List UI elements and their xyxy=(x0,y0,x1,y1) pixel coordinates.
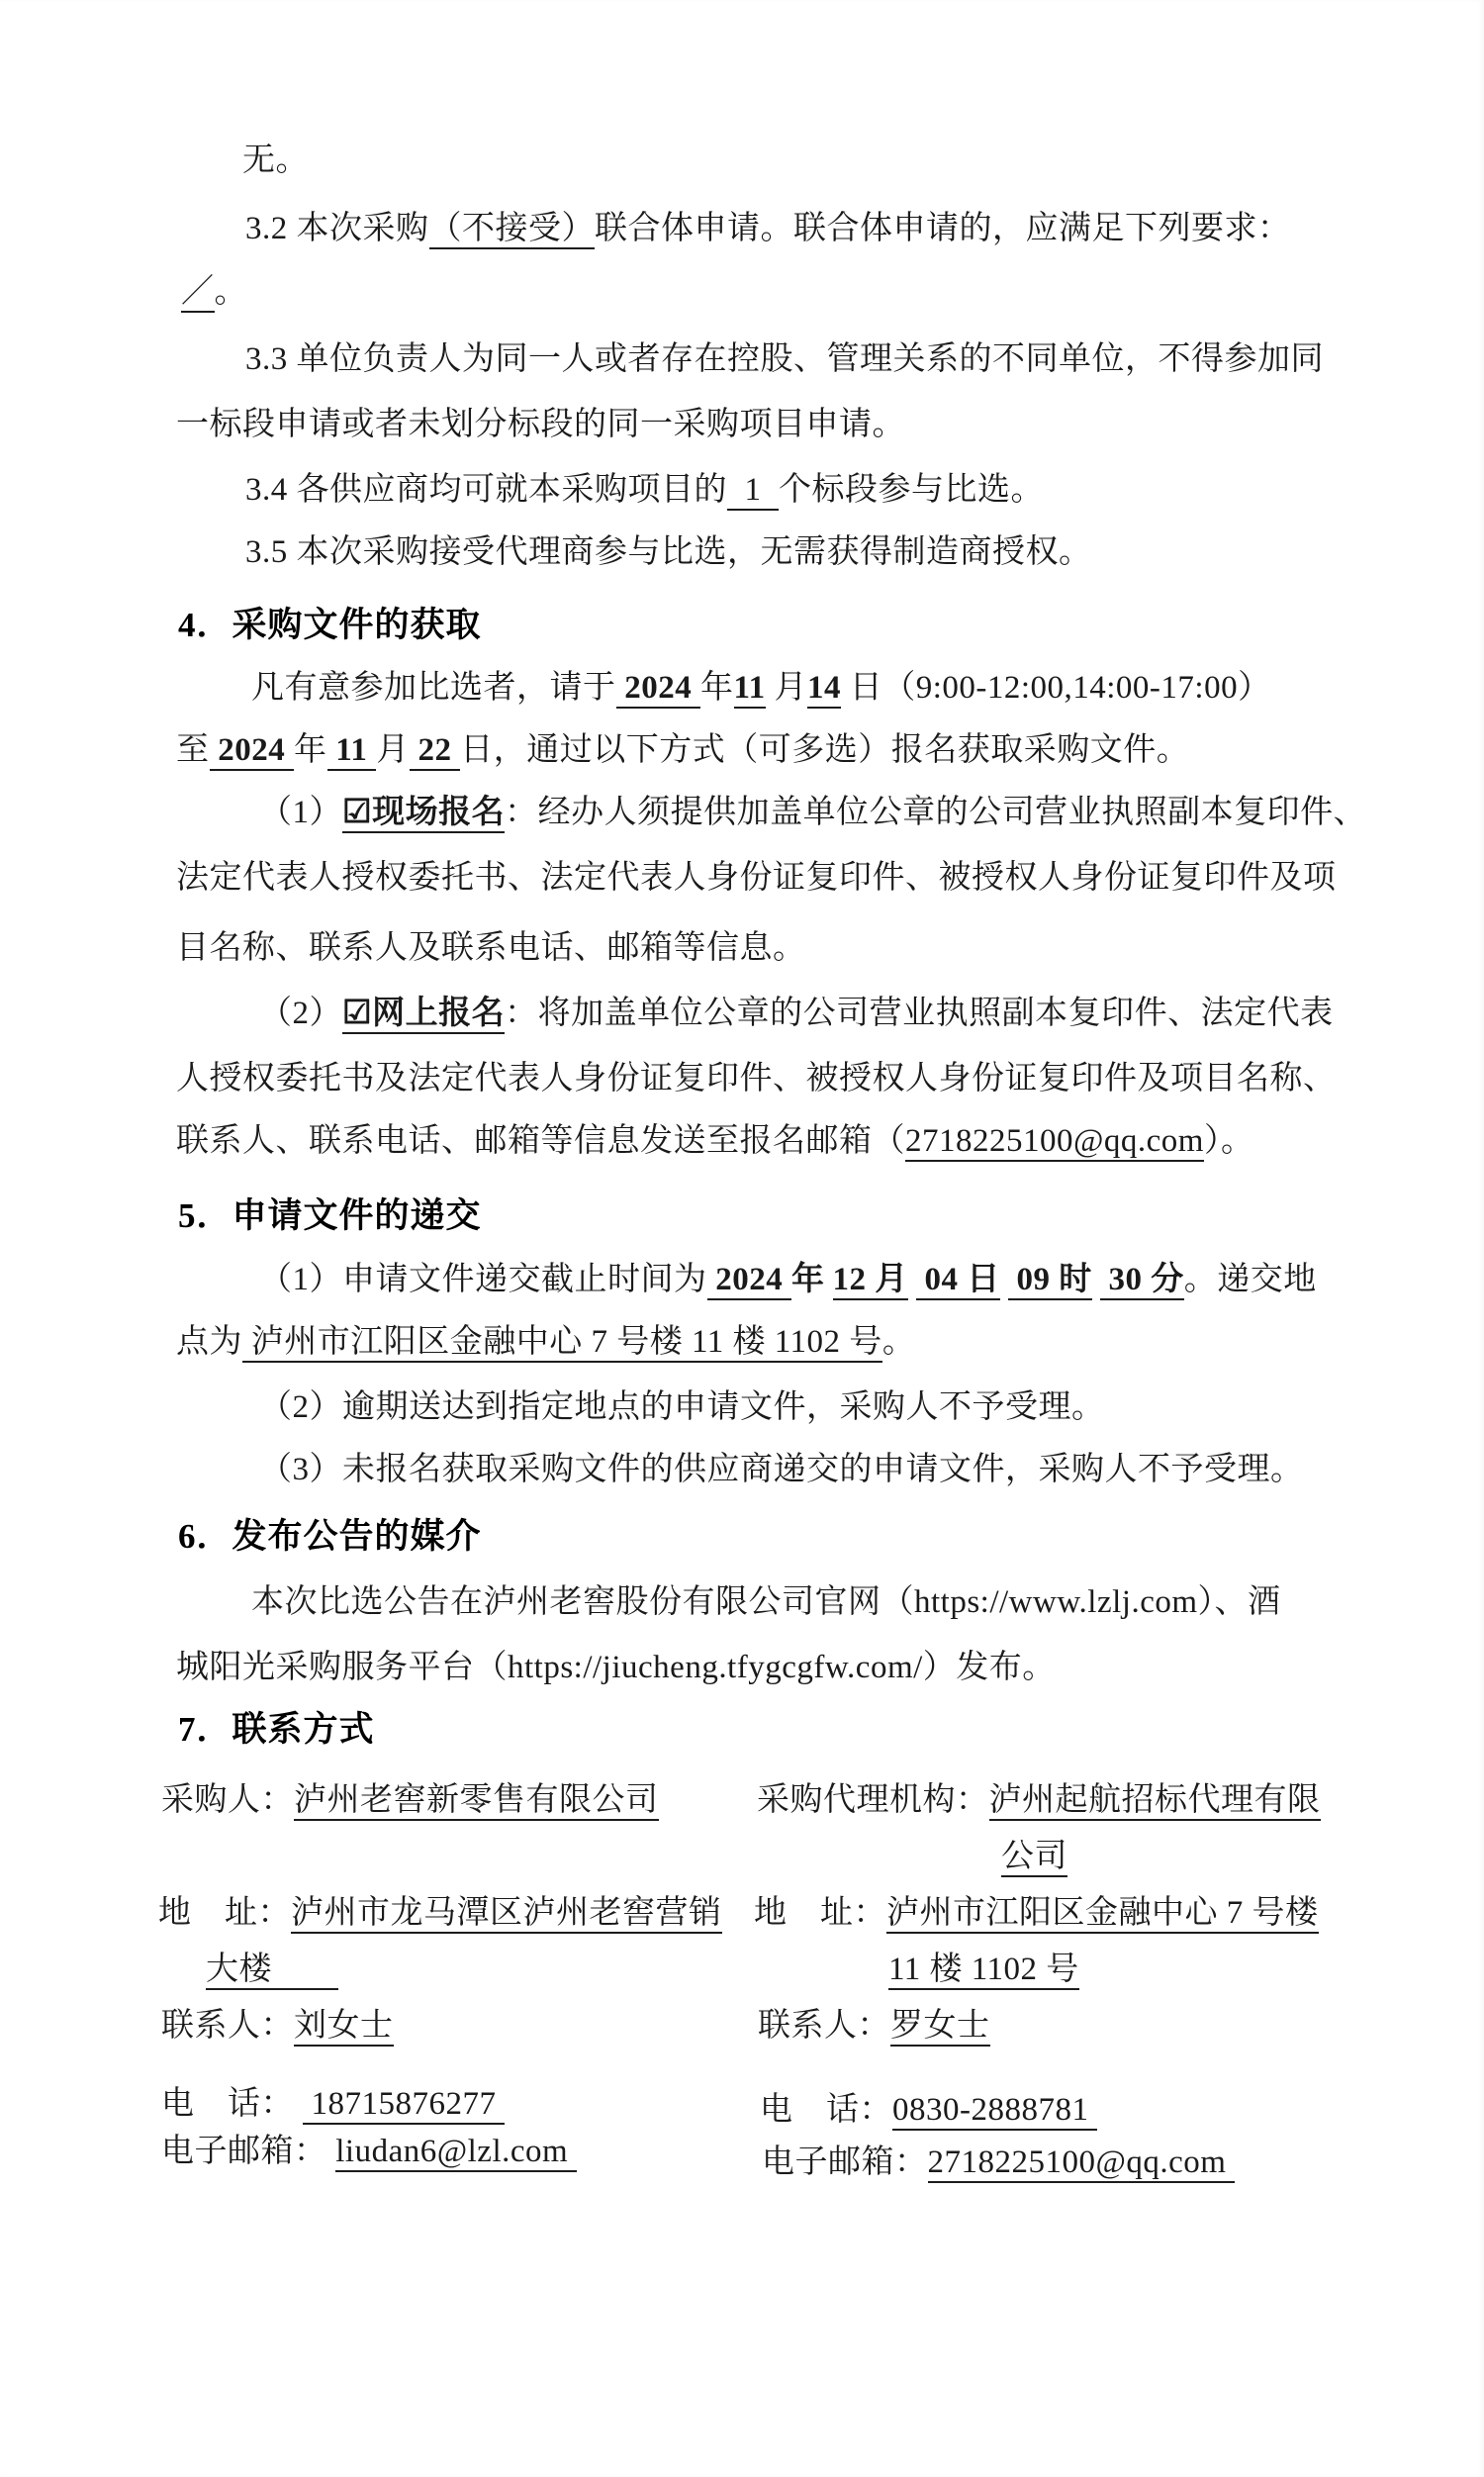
buyer-address-value-line1: 泸州市龙马潭区泸州老窖营销 xyxy=(291,1895,722,1934)
para-5-deadline-line2 xyxy=(176,1319,915,1365)
deadline-unit-year: 年 xyxy=(791,1262,825,1297)
blank-year-start: 2024 xyxy=(616,670,701,709)
agency-email-label: 电子邮箱： xyxy=(762,2144,928,2180)
option-2-text: ：将加盖单位公章的公司营业执照副本复印件、法定代表 xyxy=(505,996,1334,1031)
para-4-option-1-line3: 目名称、联系人及联系电话、邮箱等信息。 xyxy=(176,930,806,966)
online-registration-checkbox-label: ☑网上报名 xyxy=(342,996,505,1034)
option-2-number: （2） xyxy=(259,996,342,1031)
contact-buyer-email-row xyxy=(161,2129,577,2174)
para-4-pre: 凡有意参加比选者，请于 xyxy=(251,670,616,706)
para-3-4 xyxy=(245,467,1044,513)
deadline-minute: 30 分 xyxy=(1100,1262,1184,1300)
agency-address-label: 地 址： xyxy=(754,1895,886,1931)
contact-agency-address-line2 xyxy=(888,1947,1079,1992)
contact-buyer-phone-row xyxy=(161,2081,505,2127)
para-6-line2: 城阳光采购服务平台（https://jiucheng.tfygcgfw.com/）发布。 xyxy=(176,1650,1056,1685)
deadline-pre: （1）申请文件递交截止时间为 xyxy=(259,1262,707,1297)
para-4-time-window: 日（9:00-12:00,14:00-17:00） xyxy=(840,670,1271,706)
unit-year-2: 年 xyxy=(294,732,327,768)
agency-address-value-line1: 泸州市江阳区金融中心 7 号楼 xyxy=(886,1895,1319,1934)
buyer-person-label: 联系人： xyxy=(161,2008,294,2044)
para-5-deadline-line1 xyxy=(259,1257,1317,1302)
para-4-option-2-line3 xyxy=(176,1118,1253,1164)
buyer-phone-label: 电 话： xyxy=(161,2086,294,2122)
option-2-line3-pre: 联系人、联系电话、邮箱等信息发送至报名邮箱（ xyxy=(176,1123,905,1159)
agency-address-value-line2: 11 楼 1102 号 xyxy=(888,1952,1079,1990)
buyer-name-value: 泸州老窖新零售有限公司 xyxy=(294,1782,659,1821)
agency-person-label: 联系人： xyxy=(758,2008,890,2044)
para-3-4-blank-lot-count: 1 xyxy=(727,472,779,511)
para-5-item-2: （2）逾期送达到指定地点的申请文件，采购人不予受理。 xyxy=(259,1389,1105,1425)
option-1-text: ：经办人须提供加盖单位公章的公司营业执照副本复印件、 xyxy=(505,795,1367,830)
buyer-address-value-line2: 大楼 xyxy=(206,1952,338,1990)
contact-buyer-address-row xyxy=(158,1890,722,1936)
registration-email-value: 2718225100@qq.com xyxy=(905,1123,1204,1162)
contact-agency-phone-row xyxy=(760,2087,1097,2133)
para-none: 无。 xyxy=(242,143,309,178)
para-4b-pre: 至 xyxy=(176,732,210,768)
heading-5-submit-documents: 5．申请文件的递交 xyxy=(178,1196,482,1235)
option-1-number: （1） xyxy=(259,795,342,830)
para-4-option-2-line2: 人授权委托书及法定代表人身份证复印件、被授权人身份证复印件及项目名称、 xyxy=(176,1061,1337,1096)
agency-name-value-line2: 公司 xyxy=(1001,1839,1067,1877)
agency-phone-value: 0830-2888781 xyxy=(892,2092,1097,2131)
para-3-2-post: 联合体申请。联合体申请的，应满足下列要求： xyxy=(595,211,1291,246)
blank-day-start: 14 xyxy=(807,670,841,709)
blank-year-end: 2024 xyxy=(210,732,295,771)
blank-month-start: 11 xyxy=(734,670,766,709)
heading-7-contact-info: 7．联系方式 xyxy=(178,1710,375,1749)
contact-agency-name-line2 xyxy=(1001,1834,1067,1879)
submit-place-pre: 点为 xyxy=(176,1324,242,1360)
contact-buyer-person-row xyxy=(161,2003,394,2048)
deadline-year: 2024 xyxy=(707,1262,792,1300)
buyer-phone-value: 18715876277 xyxy=(303,2086,506,2125)
blank-month-end: 11 xyxy=(327,732,377,771)
para-4-option-2 xyxy=(259,991,1334,1036)
unit-day-2: 日 xyxy=(460,732,494,768)
buyer-email-value: liudan6@lzl.com xyxy=(335,2134,577,2172)
agency-label: 采购代理机构： xyxy=(757,1782,989,1818)
para-4-dates-line1 xyxy=(251,665,1271,711)
para-4-option-1-line2: 法定代表人授权委托书、法定代表人身份证复印件、被授权人身份证复印件及项 xyxy=(176,860,1337,896)
slash-blank-period: 。 xyxy=(214,274,247,310)
para-4-dates-line2 xyxy=(176,727,1189,773)
slash-blank-value: ／ xyxy=(181,274,215,313)
heading-6-announcement-media: 6．发布公告的媒介 xyxy=(178,1517,482,1556)
para-slash-blank xyxy=(181,269,247,315)
buyer-label: 采购人： xyxy=(161,1782,294,1818)
para-4b-post: ，通过以下方式（可多选）报名获取采购文件。 xyxy=(493,732,1190,768)
deadline-hour: 09 时 xyxy=(1008,1262,1092,1300)
buyer-address-label: 地 址： xyxy=(158,1895,291,1931)
para-3-3-line2: 一标段申请或者未划分标段的同一采购项目申请。 xyxy=(176,407,905,442)
unit-month-2: 月 xyxy=(376,732,410,768)
contact-agency-address-row xyxy=(754,1890,1319,1936)
unit-month: 月 xyxy=(765,670,807,706)
contact-agency-email-row xyxy=(762,2140,1235,2185)
deadline-month: 12 月 xyxy=(833,1262,908,1300)
buyer-person-value: 刘女士 xyxy=(294,2008,394,2047)
agency-phone-label: 电 话： xyxy=(760,2092,892,2128)
para-3-2 xyxy=(245,206,1291,251)
para-3-4-post: 个标段参与比选。 xyxy=(779,472,1044,508)
contact-agency-row xyxy=(757,1777,1321,1823)
heading-4-obtain-documents: 4．采购文件的获取 xyxy=(178,606,482,644)
para-5-item-3: （3）未报名获取采购文件的供应商递交的申请文件，采购人不予受理。 xyxy=(259,1452,1304,1487)
contact-buyer-row xyxy=(161,1777,659,1823)
agency-email-value: 2718225100@qq.com xyxy=(928,2144,1236,2183)
contact-agency-person-row xyxy=(758,2003,990,2048)
para-6-line1: 本次比选公告在泸州老窖股份有限公司官网（https://www.lzlj.com）、酒 xyxy=(251,1584,1281,1620)
para-3-4-pre: 3.4 各供应商均可就本采购项目的 xyxy=(245,472,727,508)
deadline-post: 。递交地 xyxy=(1183,1262,1317,1297)
option-2-line3-post: ）。 xyxy=(1203,1123,1254,1159)
para-4-option-1 xyxy=(259,790,1366,835)
unit-year: 年 xyxy=(700,670,734,706)
submit-place-value: 泸州市江阳区金融中心 7 号楼 11 楼 1102 号 xyxy=(242,1324,882,1363)
para-3-2-blank-not-accept: （不接受） xyxy=(429,211,596,249)
agency-name-value-line1: 泸州起航招标代理有限 xyxy=(989,1782,1321,1821)
submit-place-period: 。 xyxy=(881,1324,916,1360)
blank-day-end: 22 xyxy=(410,732,461,771)
contact-buyer-address-line2 xyxy=(206,1947,338,1992)
buyer-email-label: 电子邮箱： xyxy=(161,2134,327,2169)
onsite-registration-checkbox-label: ☑现场报名 xyxy=(342,795,505,833)
para-3-3-line1: 3.3 单位负责人为同一人或者存在控股、管理关系的不同单位，不得参加同 xyxy=(245,341,1324,377)
para-3-2-pre: 3.2 本次采购 xyxy=(245,211,429,246)
deadline-day: 04 日 xyxy=(916,1262,1000,1300)
para-3-5: 3.5 本次采购接受代理商参与比选，无需获得制造商授权。 xyxy=(245,534,1092,570)
agency-person-value: 罗女士 xyxy=(890,2008,990,2047)
